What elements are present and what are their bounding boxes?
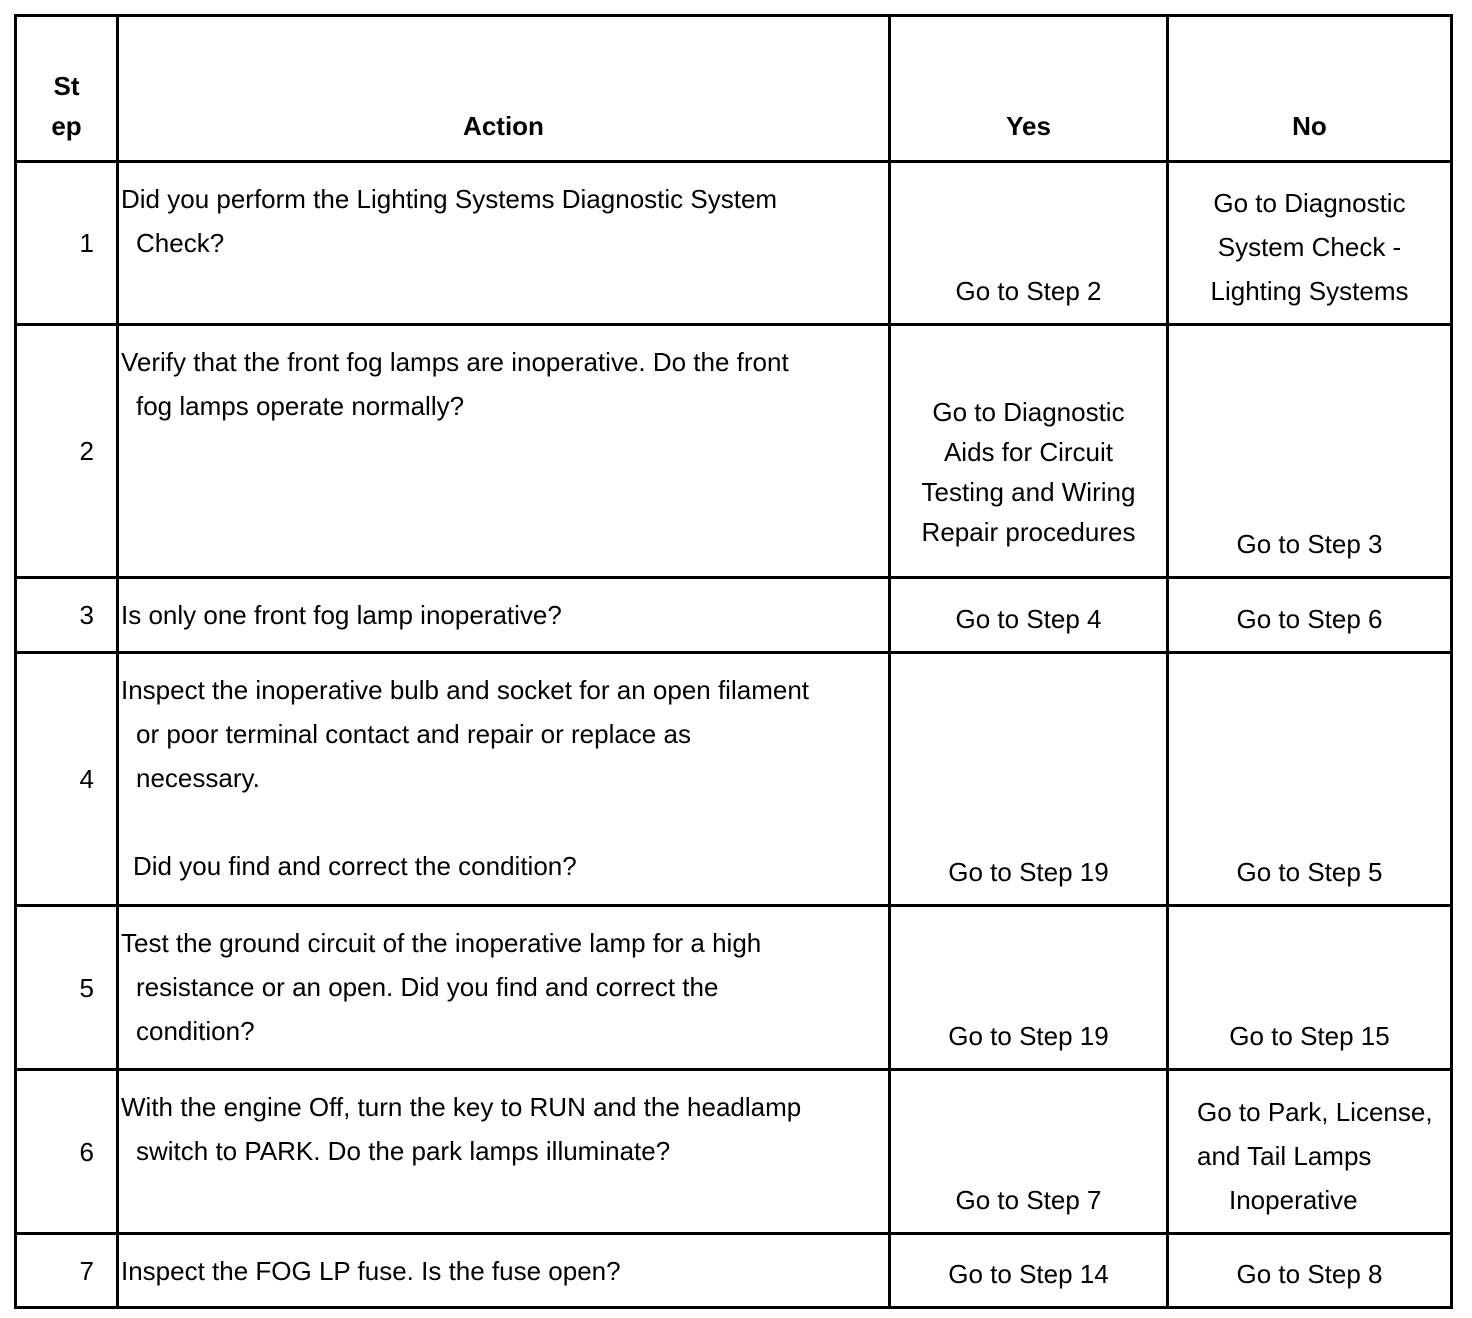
yes-text: Go to Step 4	[955, 604, 1102, 634]
yes-text: Go to Step 7	[955, 1185, 1102, 1215]
action-line: fog lamps operate normally?	[136, 391, 465, 421]
header-action: Action	[118, 16, 890, 162]
yes-line: Go to Diagnostic	[932, 397, 1125, 427]
no-line: System Check -	[1217, 232, 1402, 262]
yes-cell	[890, 1234, 1168, 1308]
yes-text: Go to Step 2	[955, 276, 1102, 306]
step-number: 2	[16, 325, 118, 578]
step-number: 1	[16, 162, 118, 325]
yes-cell	[890, 162, 1168, 325]
no-text: Go to Step 3	[1236, 529, 1383, 559]
step-number: 5	[16, 906, 118, 1070]
no-cell	[1168, 325, 1452, 578]
action-line: Inspect the FOG LP fuse. Is the fuse open?	[121, 1256, 621, 1286]
no-text: Go to Step 6	[1236, 604, 1383, 634]
table-row	[16, 325, 1452, 578]
action-line: Check?	[136, 228, 225, 258]
action-line: necessary.	[136, 763, 260, 793]
action-line: resistance or an open. Did you find and correct the	[136, 972, 719, 1002]
line-gap	[121, 800, 888, 844]
action-line: or poor terminal contact and repair or replace as	[136, 719, 691, 749]
table-row	[16, 653, 1452, 906]
no-line: and Tail Lamps	[1197, 1141, 1372, 1171]
action-cell	[118, 162, 890, 325]
action-cell	[118, 1070, 890, 1234]
step-number: 6	[16, 1070, 118, 1234]
yes-cell	[890, 578, 1168, 653]
yes-text	[922, 392, 1136, 552]
no-cell	[1168, 162, 1452, 325]
table-row	[16, 578, 1452, 653]
table-row	[16, 1234, 1452, 1308]
no-line: Go to Diagnostic	[1213, 188, 1406, 218]
table-row	[16, 1070, 1452, 1234]
no-cell	[1168, 1070, 1452, 1234]
header-step-line2: ep	[51, 111, 82, 141]
no-cell	[1168, 578, 1452, 653]
action-cell	[118, 325, 890, 578]
no-cell	[1168, 906, 1452, 1070]
header-no: No	[1168, 16, 1452, 162]
action-line: switch to PARK. Do the park lamps illuminate?	[136, 1136, 671, 1166]
no-line: Inoperative	[1229, 1185, 1358, 1215]
no-line: Go to Park, License,	[1197, 1097, 1433, 1127]
yes-line: Aids for Circuit	[943, 437, 1114, 467]
no-line: Lighting Systems	[1210, 276, 1409, 306]
no-text: Go to Step 8	[1236, 1259, 1383, 1289]
action-cell	[118, 906, 890, 1070]
no-cell	[1168, 1234, 1452, 1308]
action-line: Verify that the front fog lamps are inoperative. Do the front	[121, 347, 789, 377]
yes-line: Testing and Wiring	[921, 477, 1136, 507]
action-line: With the engine Off, turn the key to RUN and the headlamp	[121, 1092, 802, 1122]
action-line: Inspect the inoperative bulb and socket for an open filament	[121, 675, 809, 705]
yes-cell	[890, 325, 1168, 578]
header-yes: Yes	[890, 16, 1168, 162]
no-text	[1211, 181, 1409, 313]
action-line: Test the ground circuit of the inoperative lamp for a high	[121, 928, 762, 958]
yes-cell	[890, 906, 1168, 1070]
yes-cell	[890, 1070, 1168, 1234]
action-cell	[118, 578, 890, 653]
action-line: condition?	[136, 1016, 255, 1046]
step-number: 3	[16, 578, 118, 653]
action-line: Did you find and correct the condition?	[133, 851, 577, 881]
action-cell	[118, 653, 890, 906]
yes-text: Go to Step 19	[948, 857, 1109, 887]
no-text: Go to Step 5	[1236, 857, 1383, 887]
yes-line: Repair procedures	[921, 517, 1136, 547]
action-line: Did you perform the Lighting Systems Diagnostic System	[121, 184, 778, 214]
action-line: Is only one front fog lamp inoperative?	[121, 600, 562, 630]
no-cell	[1168, 653, 1452, 906]
yes-cell	[890, 653, 1168, 906]
header-step	[16, 16, 118, 162]
header-step-line1: St	[53, 71, 80, 101]
no-text: Go to Step 15	[1229, 1021, 1390, 1051]
yes-text: Go to Step 19	[948, 1021, 1109, 1051]
step-number: 7	[16, 1234, 118, 1308]
table-row	[16, 162, 1452, 325]
step-number: 4	[16, 653, 118, 906]
action-cell	[118, 1234, 890, 1308]
yes-text: Go to Step 14	[948, 1259, 1109, 1289]
diagnostic-table	[14, 14, 1453, 1309]
table-row	[16, 906, 1452, 1070]
header-row	[16, 16, 1452, 162]
